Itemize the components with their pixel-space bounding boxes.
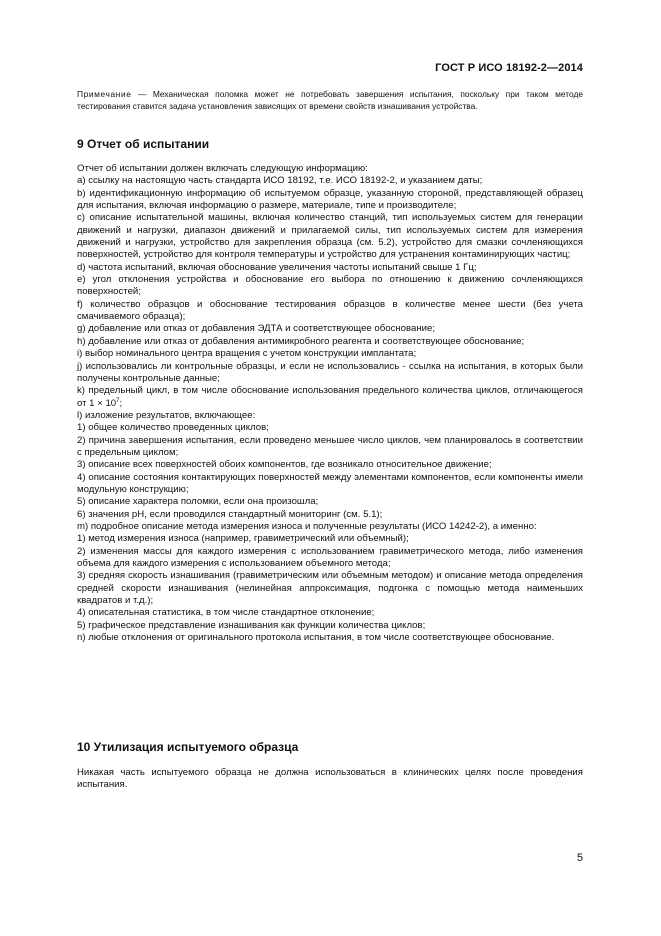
- list-item: d) частота испытаний, включая обоснование увеличения частоты испытаний свыше 1 Гц;: [77, 261, 477, 273]
- section-9-heading: 9 Отчет об испытании: [77, 137, 210, 151]
- list-item: a) ссылку на настоящую часть стандарта ИСО 18192, т.е. ИСО 18192-2, и указанием даты;: [77, 175, 483, 187]
- note-text: — Механическая поломка может не потребовать завершения испытания, поскольку при таком методе тестирования ставится задача установления зависящих от времени свойств изнашивания устройства.: [77, 89, 583, 111]
- list-item: 1) общее количество проведенных циклов;: [77, 422, 269, 434]
- list-item: 3) описание всех поверхностей обоих компонентов, где возникало относительное движение;: [77, 459, 492, 471]
- list-item: [77, 385, 583, 410]
- section-9-body: [77, 163, 583, 644]
- list-item: 5) описание характера поломки, если она произошла;: [77, 496, 319, 508]
- list-item: i) выбор номинального центра вращения с учетом конструкции имплантата;: [77, 348, 417, 360]
- list-item: 2) причина завершения испытания, если проведено меньшее число циклов, чем планировалось в соответствии с предельным циклом;: [77, 434, 583, 458]
- page-number: 5: [576, 852, 583, 864]
- item-k-end: ;: [119, 397, 123, 409]
- note-label: Примечание: [77, 89, 132, 99]
- section-10-heading: 10 Утилизация испытуемого образца: [77, 740, 299, 754]
- list-item: 4) описательная статистика, в том числе стандартное отклонение;: [77, 607, 375, 619]
- list-item: m) подробное описание метода измерения износа и полученные результаты (ИСО 14242-2), а именно:: [77, 520, 537, 532]
- note-paragraph: [77, 89, 583, 112]
- list-item: 6) значения pH, если проводился стандартный мониторинг (см. 5.1);: [77, 508, 383, 520]
- disposal-paragraph: Никакая часть испытуемого образца не должна использоваться в клинических целях после проведения испытания.: [77, 767, 583, 791]
- section-10-body: [77, 767, 583, 792]
- list-item: 3) средняя скорость изнашивания (гравиметрическим или объемным методом) и описание метода определения средней скорости изнашивания (нелинейная аппроксимация, подгонка с помощью метода наименьших квадратов и т.д.);: [77, 570, 583, 607]
- list-item: e) угол отклонения устройства и обоснование его выбора по отношению к движению сочленяющихся поверхностей;: [77, 274, 583, 298]
- list-item: g) добавление или отказ от добавления ЭДТА и соответствующее обоснование;: [77, 323, 435, 335]
- list-item: h) добавление или отказ от добавления антимикробного реагента и соответствующее обоснование;: [77, 335, 525, 347]
- list-item: f) количество образцов и обоснование тестирования образцов в количестве менее шести (без учета смачиваемого образца);: [77, 298, 583, 323]
- list-item: n) любые отклонения от оригинального протокола испытания, в том числе соответствующее обоснование.: [77, 632, 555, 644]
- list-item: 2) изменения массы для каждого измерения с использованием гравиметрического метода, либо изменения объема для каждого измерения с использованием объемного метода;: [77, 545, 583, 569]
- list-item: 4) описание состояния контактирующих поверхностей между элементами компонентов, если компоненты имели модульную конструкцию;: [77, 471, 583, 495]
- list-item: 5) графическое представление изнашивания как функции количества циклов;: [77, 619, 426, 631]
- item-k-text: k) предельный цикл, в том числе обоснование использования предельного количества циклов, отличающегося от 1 × 10: [77, 385, 583, 409]
- standard-header: ГОСТ Р ИСО 18192-2—2014: [435, 62, 583, 74]
- exponent: 7: [116, 397, 120, 404]
- report-intro: Отчет об испытании должен включать следующую информацию:: [77, 163, 368, 174]
- list-item: c) описание испытательной машины, включая количество станций, тип используемых систем для генерации движений и нагрузки, диапазон движений и прилагаемой силы, тип используемых систем для измерения движений и нагрузки, устройство для закрепления образца (см. 5.2), устройство для смазки сочленяющихся поверхностей, устройство для контроля температуры и устройство для устранения контаминирующих частиц;: [77, 212, 583, 261]
- list-item: l) изложение результатов, включающее:: [77, 409, 256, 421]
- list-item: 1) метод измерения износа (например, гравиметрический или объемный);: [77, 533, 409, 545]
- list-item: j) использовались ли контрольные образцы, и если не использовались - ссылка на испытания, в которых были получены контрольные данные;: [77, 360, 583, 384]
- list-item: b) идентификационную информацию об испытуемом образце, указанную стороной, представляющей образец для испытания, включая информацию о размере, материале, типе и производителе;: [77, 187, 583, 212]
